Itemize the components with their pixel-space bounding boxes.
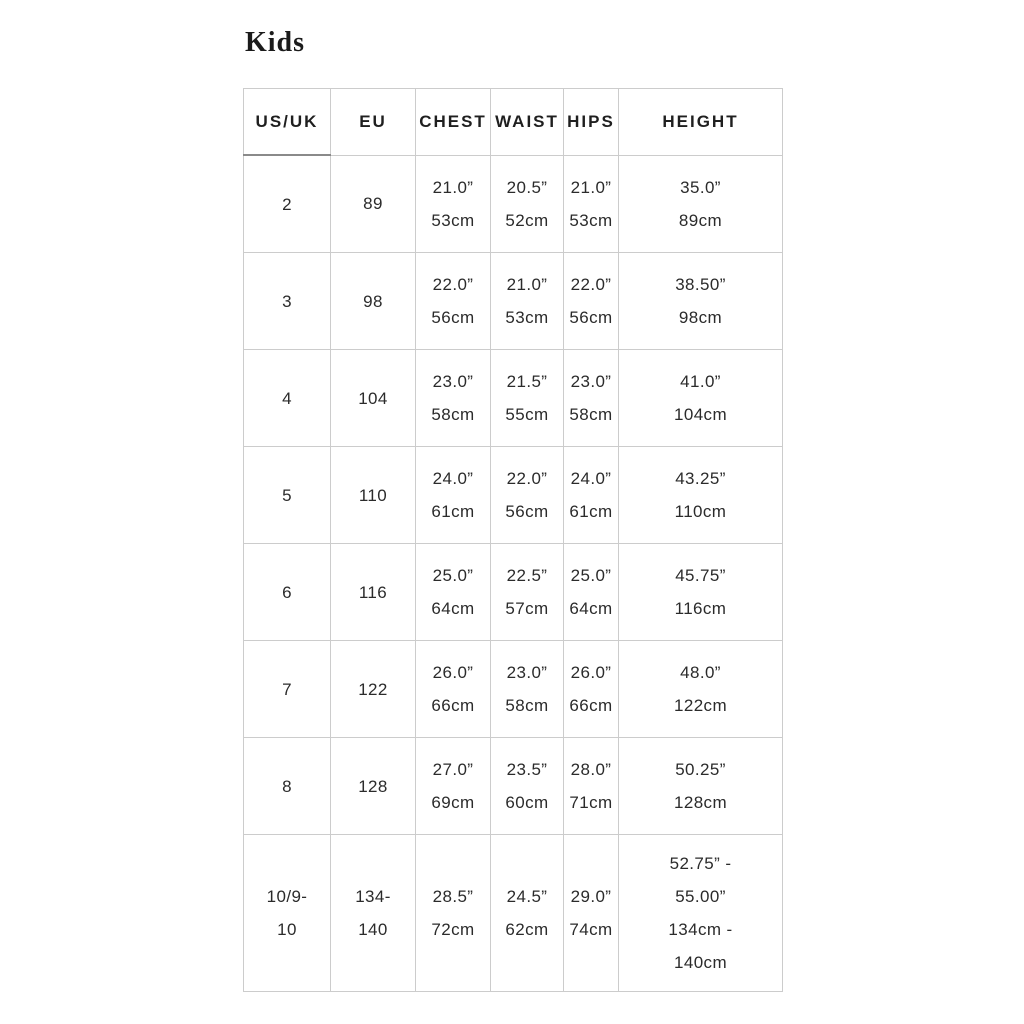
- cell-height: [619, 350, 783, 447]
- cell-us-uk: [244, 155, 331, 253]
- cell-waist: [491, 253, 564, 350]
- cell-hips: [564, 835, 619, 992]
- cell-line: 26.0”: [570, 663, 612, 682]
- cell-line: 116: [358, 582, 388, 602]
- cell-line: 74cm: [569, 920, 613, 939]
- cell-line: 4: [282, 388, 292, 408]
- cell-line: 48.0”: [680, 663, 721, 682]
- cell-height: [619, 835, 783, 992]
- cell-chest: [416, 447, 491, 544]
- cell-waist: [491, 641, 564, 738]
- cell-line: 62cm: [505, 920, 549, 939]
- cell-chest: [416, 155, 491, 253]
- cell-line: 45.75”: [675, 566, 726, 585]
- cell-height: [619, 641, 783, 738]
- cell-line: 58cm: [569, 405, 613, 424]
- cell-chest: [416, 544, 491, 641]
- cell-line: 23.5”: [506, 760, 548, 779]
- cell-line: 22.5”: [506, 566, 548, 585]
- cell-line: 5: [282, 485, 292, 505]
- cell-height: [619, 544, 783, 641]
- cell-us-uk: [244, 544, 331, 641]
- cell-line: 26.0”: [432, 663, 474, 682]
- cell-us-uk: [244, 641, 331, 738]
- cell-line: 116cm: [674, 599, 727, 618]
- cell-line: 10/9-: [266, 887, 308, 906]
- cell-line: 23.0”: [506, 663, 548, 682]
- cell-waist: [491, 350, 564, 447]
- cell-hips: [564, 641, 619, 738]
- cell-line: 55.00”: [675, 887, 726, 906]
- cell-line: 66cm: [431, 696, 475, 715]
- cell-line: 22.0”: [506, 469, 548, 488]
- cell-hips: [564, 253, 619, 350]
- cell-line: 104: [358, 388, 388, 408]
- column-header-us-uk: US/UK: [244, 89, 331, 156]
- cell-us-uk: [244, 350, 331, 447]
- cell-line: 69cm: [431, 793, 475, 812]
- cell-us-uk: [244, 738, 331, 835]
- cell-line: 110cm: [674, 502, 727, 521]
- cell-eu: [331, 350, 416, 447]
- cell-line: 41.0”: [680, 372, 721, 391]
- cell-line: 38.50”: [675, 275, 726, 294]
- cell-chest: [416, 350, 491, 447]
- cell-us-uk: [244, 447, 331, 544]
- cell-line: 58cm: [505, 696, 549, 715]
- cell-line: 52cm: [505, 210, 549, 230]
- cell-line: 64cm: [569, 599, 613, 618]
- cell-line: 10: [277, 920, 297, 939]
- column-header-waist: WAIST: [491, 89, 564, 156]
- cell-line: 66cm: [569, 696, 613, 715]
- cell-line: 64cm: [431, 599, 475, 618]
- cell-line: 2: [282, 194, 292, 214]
- cell-chest: [416, 738, 491, 835]
- cell-line: 71cm: [569, 793, 613, 812]
- column-header-chest: CHEST: [416, 89, 491, 156]
- cell-line: 140: [358, 920, 388, 939]
- cell-eu: [331, 155, 416, 253]
- cell-eu: [331, 544, 416, 641]
- cell-line: 56cm: [431, 308, 475, 327]
- cell-line: 122: [358, 679, 388, 699]
- cell-waist: [491, 544, 564, 641]
- cell-eu: [331, 447, 416, 544]
- cell-waist: [491, 155, 564, 253]
- table-header: [244, 89, 783, 156]
- cell-waist: [491, 835, 564, 992]
- table-row: [244, 155, 783, 253]
- cell-line: 6: [282, 582, 292, 602]
- cell-line: 20.5”: [506, 177, 548, 197]
- table-row: [244, 835, 783, 992]
- cell-us-uk: [244, 835, 331, 992]
- cell-line: 57cm: [505, 599, 549, 618]
- table-row: [244, 738, 783, 835]
- cell-line: 21.0”: [570, 177, 612, 197]
- cell-line: 89cm: [678, 210, 723, 230]
- cell-line: 21.0”: [432, 177, 474, 197]
- table-row: [244, 544, 783, 641]
- cell-line: 27.0”: [432, 760, 474, 779]
- cell-line: 89: [363, 194, 383, 214]
- cell-line: 104cm: [673, 405, 728, 424]
- cell-line: 24.5”: [506, 887, 548, 906]
- cell-line: 110: [358, 485, 388, 505]
- table-row: [244, 447, 783, 544]
- cell-line: 61cm: [569, 502, 613, 521]
- cell-eu: [331, 835, 416, 992]
- kids-size-table: [243, 88, 783, 992]
- cell-height: [619, 155, 783, 253]
- cell-line: 21.0”: [506, 275, 548, 294]
- cell-line: 122cm: [673, 696, 728, 715]
- table-body: [244, 155, 783, 992]
- cell-eu: [331, 253, 416, 350]
- cell-line: 25.0”: [432, 566, 474, 585]
- cell-line: 128cm: [673, 793, 728, 812]
- cell-height: [619, 738, 783, 835]
- cell-line: 55cm: [505, 405, 549, 424]
- table-row: [244, 641, 783, 738]
- table-row: [244, 253, 783, 350]
- cell-line: 61cm: [431, 502, 475, 521]
- page-title: Kids: [245, 27, 306, 58]
- cell-hips: [564, 738, 619, 835]
- cell-line: 53cm: [569, 210, 613, 230]
- cell-line: 29.0”: [570, 887, 612, 906]
- cell-line: 53cm: [505, 308, 549, 327]
- cell-eu: [331, 641, 416, 738]
- cell-hips: [564, 155, 619, 253]
- column-header-height: HEIGHT: [619, 89, 783, 156]
- cell-hips: [564, 544, 619, 641]
- cell-line: 134cm -: [668, 920, 733, 939]
- cell-line: 128: [358, 776, 388, 796]
- column-header-eu: EU: [331, 89, 416, 156]
- column-header-hips: HIPS: [564, 89, 619, 156]
- cell-line: 35.0”: [680, 177, 721, 197]
- cell-line: 28.0”: [570, 760, 612, 779]
- cell-line: 98: [363, 291, 383, 311]
- cell-line: 53cm: [431, 210, 475, 230]
- cell-waist: [491, 738, 564, 835]
- header-row: [244, 89, 783, 156]
- cell-line: 50.25”: [675, 760, 726, 779]
- cell-height: [619, 253, 783, 350]
- cell-line: 24.0”: [432, 469, 474, 488]
- cell-height: [619, 447, 783, 544]
- cell-line: 43.25”: [675, 469, 726, 488]
- cell-line: 52.75” -: [669, 854, 732, 873]
- size-chart-section: [243, 26, 803, 992]
- cell-chest: [416, 641, 491, 738]
- cell-line: 134-: [355, 887, 391, 906]
- cell-hips: [564, 447, 619, 544]
- cell-line: 60cm: [505, 793, 549, 812]
- cell-line: 24.0”: [570, 469, 612, 488]
- cell-line: 56cm: [505, 502, 549, 521]
- table-row: [244, 350, 783, 447]
- cell-line: 72cm: [431, 920, 475, 939]
- cell-line: 7: [282, 679, 292, 699]
- cell-waist: [491, 447, 564, 544]
- cell-line: 8: [282, 776, 292, 796]
- cell-line: 23.0”: [432, 372, 474, 391]
- cell-hips: [564, 350, 619, 447]
- cell-eu: [331, 738, 416, 835]
- cell-chest: [416, 253, 491, 350]
- cell-us-uk: [244, 253, 331, 350]
- cell-line: 140cm: [673, 953, 728, 972]
- cell-line: 28.5”: [432, 887, 474, 906]
- cell-line: 25.0”: [570, 566, 612, 585]
- cell-line: 23.0”: [570, 372, 612, 391]
- cell-line: 22.0”: [432, 275, 474, 294]
- cell-line: 21.5”: [506, 372, 548, 391]
- cell-line: 56cm: [569, 308, 613, 327]
- cell-line: 22.0”: [570, 275, 612, 294]
- cell-line: 58cm: [431, 405, 475, 424]
- cell-line: 3: [282, 291, 292, 311]
- cell-line: 98cm: [678, 308, 723, 327]
- cell-chest: [416, 835, 491, 992]
